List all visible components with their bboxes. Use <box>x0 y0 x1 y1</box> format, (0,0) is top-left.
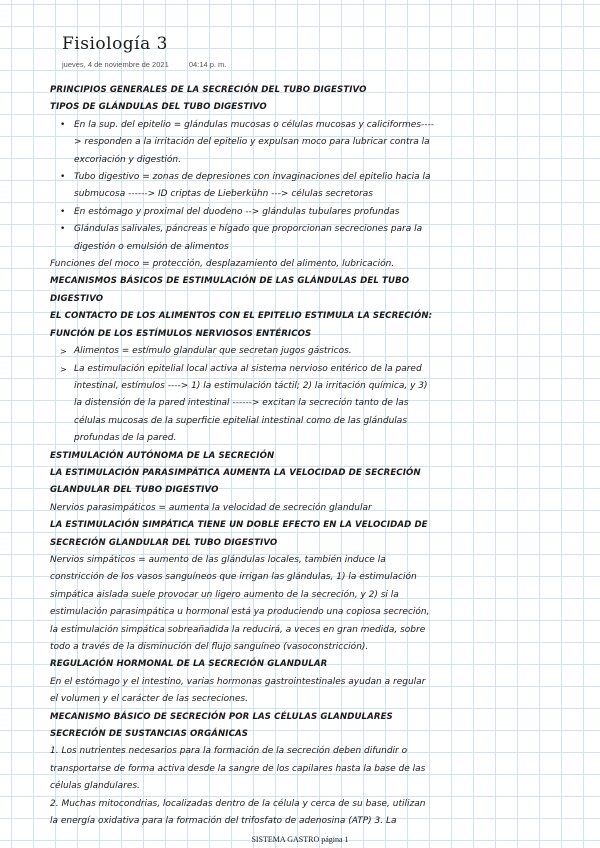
list-item: • En estómago y proximal del duodeno --> glándulas tubulares profundas <box>50 204 435 221</box>
list-item: • Glándulas salivales, páncreas e hígado que proporcionan secreciones para la digestión o emulsión de alimentos <box>50 221 435 256</box>
heading-simpatica: LA ESTIMULACIÓN SIMPÁTICA TIENE UN DOBLE EFECTO EN LA VELOCIDAD DE SECRECIÓN GLANDULAR DEL TUBO DIGESTIVO <box>50 520 428 548</box>
heading-mecanismos: MECANISMOS BÁSICOS DE ESTIMULACIÓN DE LAS GLÁNDULAS DEL TUBO DIGESTIVO <box>50 276 410 304</box>
heading-parasimpatica: LA ESTIMULACIÓN PARASIMPÁTICA AUMENTA LA VELOCIDAD DE SECRECIÓN GLANDULAR DEL TUBO DIGESTIVO <box>50 467 421 496</box>
organicas-2: 2. Muchas mitocondrias, localizadas dentro de la célula y cerca de su base, utilizan la energía oxidativa para la formación del trifosfato de adenosina (ATP) 3. La <box>50 798 426 827</box>
page-date: jueves, 4 de noviembre de 2021 <box>62 60 169 69</box>
page-footer: SISTEMA GASTRO página 1 <box>251 835 349 844</box>
estimulos-list <box>50 343 435 447</box>
note-content <box>50 82 435 830</box>
organicas-1: 1. Los nutrientes necesarios para la formación de la secreción deben difundir o transportarse de forma activa desde la sangre de los capilares hasta la base de las células glandulares. <box>50 746 426 792</box>
heading-hormonal: REGULACIÓN HORMONAL DE LA SECRECIÓN GLANDULAR <box>50 659 328 670</box>
heading-autonoma: ESTIMULACIÓN AUTÓNOMA DE LA SECRECIÓN <box>50 450 275 461</box>
nervios-parasimpaticos: Nervios parasimpáticos = aumenta la velocidad de secreción glandular <box>50 502 372 513</box>
list-item: • Tubo digestivo = zonas de depresiones con invaginaciones del epitelio hacia la submucosa ------> ID criptas de Lieberkühn ---> células secretoras <box>50 169 435 204</box>
list-item: > Alimentos = estímulo glandular que secretan jugos gástricos. <box>50 343 435 360</box>
page-meta <box>62 60 244 69</box>
list-item: • En la sup. del epitelio = glándulas mucosas o células mucosas y caliciformes----> responden a la irritación del epitelio y expulsan moco para lubricar contra la excoriación y digestión. <box>50 117 435 169</box>
list-item: > La estimulación epitelial local activa al sistema nervioso entérico de la pared intestinal, estímulos ----> 1) la estimulación táctil; 2) la irritación química, y 3) la distensión de la pared intestinal ------> excitan la secreción tanto de las células mucosas de la superficie epitelial intestinal como de las glándulas profundas de la pared. <box>50 361 435 448</box>
heading-principios: PRINCIPIOS GENERALES DE LA SECRECIÓN DEL TUBO DIGESTIVO <box>50 85 367 95</box>
heading-contacto-alimentos: EL CONTACTO DE LOS ALIMENTOS CON EL EPITELIO ESTIMULA LA SECRECIÓN: FUNCIÓN DE LOS ESTÍMULOS NERVIOSOS ENTÉRICOS <box>50 311 433 339</box>
page-title: Fisiología 3 <box>62 34 168 54</box>
regulacion-hormonal: En el estómago y el intestino, varias hormonas gastrointestinales ayudan a regular el volumen y el carácter de las secreciones. <box>50 676 426 705</box>
heading-tipos-glandulas: TIPOS DE GLÁNDULAS DEL TUBO DIGESTIVO <box>50 102 267 113</box>
page-time: 04:14 p. m. <box>188 60 227 69</box>
funciones-moco: Funciones del moco = protección, desplazamiento del alimento, lubricación. <box>50 259 395 270</box>
nervios-simpaticos: Nervios simpáticos = aumento de las glándulas locales, también induce la constricción de los vasos sanguíneos que irrigan las glándulas, 1) la estimulación simpática aislada suele provocar un ligero aumento de la secreción, y 2) si la estimulación parasimpática u hormonal está ya produciendo una copiosa secreción, la estimulación simpática sobreañadida la reducirá, a veces en gran medida, sobre todo a través de la disminución del flujo sanguíneo (vasoconstricción). <box>50 554 430 652</box>
heading-sustancias-organicas: SECRECIÓN DE SUSTANCIAS ORGÁNICAS <box>50 729 249 740</box>
heading-mecanismo-secrecion: MECANISMO BÁSICO DE SECRECIÓN POR LAS CÉLULAS GLANDULARES <box>50 711 393 722</box>
glandulas-list <box>50 117 435 256</box>
